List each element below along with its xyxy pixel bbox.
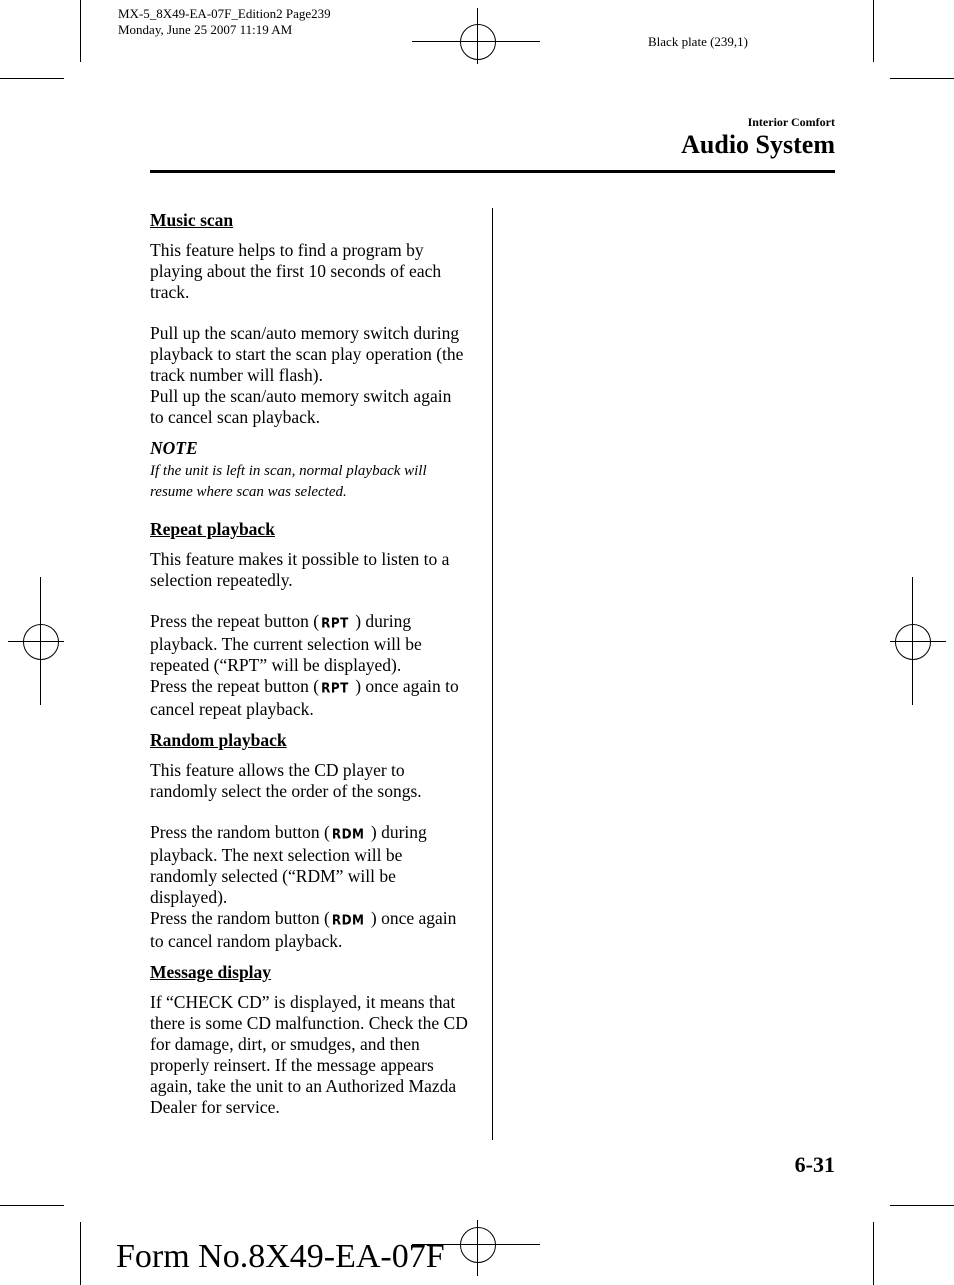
repeat-playback-intro: This feature makes it possible to listen to a selection repeatedly. xyxy=(150,549,450,590)
crop-mark xyxy=(890,1205,954,1206)
crop-mark xyxy=(0,78,64,79)
repeat-playback-start: Press the repeat button ( RPT ) during playback. The current selection will be repeated (“RPT” will be displayed). xyxy=(150,611,422,675)
section-label: Interior Comfort xyxy=(747,115,835,129)
column-divider xyxy=(492,208,493,1140)
rdm-button-icon: RDM xyxy=(331,912,365,928)
message-display-text: If “CHECK CD” is displayed, it means that there is some CD malfunction. Check the CD for damage, dirt, or smudges, and then properly reinsert. If the message appears again, take the unit to an Authorized Mazda Dealer for service. xyxy=(150,992,468,1117)
registration-circle xyxy=(460,1227,496,1263)
note-text: If the unit is left in scan, normal playback will resume where scan was selected. xyxy=(150,463,427,500)
registration-circle xyxy=(23,624,59,660)
random-playback-cancel: Press the random button ( RDM ) once again to cancel random playback. xyxy=(150,908,457,951)
music-scan-cancel: Pull up the scan/auto memory switch again to cancel scan playback. xyxy=(150,386,452,427)
rpt-button-icon: RPT xyxy=(321,615,349,631)
page-title: Audio System xyxy=(681,130,835,159)
header-rule xyxy=(150,170,835,173)
music-scan-intro: This feature helps to find a program by playing about the first 10 seconds of each track. xyxy=(150,240,442,302)
repeat-playback-heading: Repeat playback xyxy=(150,519,275,539)
file-line: MX-5_8X49-EA-07F_Edition2 Page239 xyxy=(118,6,331,21)
registration-circle xyxy=(895,624,931,660)
print-metadata xyxy=(118,6,331,38)
note-title: NOTE xyxy=(150,438,198,458)
message-display-heading: Message display xyxy=(150,962,272,982)
date-line: Monday, June 25 2007 11:19 AM xyxy=(118,22,293,37)
rpt-button-icon: RPT xyxy=(321,680,349,696)
form-number: Form No.8X49-EA-07F xyxy=(116,1238,445,1275)
crop-mark xyxy=(873,0,874,62)
crop-mark xyxy=(80,0,81,62)
music-scan-heading: Music scan xyxy=(150,210,234,230)
page-number: 6-31 xyxy=(794,1152,835,1177)
rdm-button-icon: RDM xyxy=(331,826,365,842)
registration-circle xyxy=(460,24,496,60)
crop-mark xyxy=(890,78,954,79)
plate-label: Black plate (239,1) xyxy=(648,34,748,49)
random-playback-intro: This feature allows the CD player to randomly select the order of the songs. xyxy=(150,760,422,801)
crop-mark xyxy=(0,1205,64,1206)
music-scan-start: Pull up the scan/auto memory switch during playback to start the scan play operation (the track number will flash). xyxy=(150,323,464,385)
crop-mark xyxy=(873,1222,874,1285)
random-playback-start: Press the random button ( RDM ) during playback. The next selection will be randomly selected (“RDM” will be displayed). xyxy=(150,822,427,907)
repeat-playback-cancel: Press the repeat button ( RPT ) once again to cancel repeat playback. xyxy=(150,676,459,719)
content-column xyxy=(150,210,468,1138)
crop-mark xyxy=(80,1222,81,1285)
random-playback-heading: Random playback xyxy=(150,730,287,750)
